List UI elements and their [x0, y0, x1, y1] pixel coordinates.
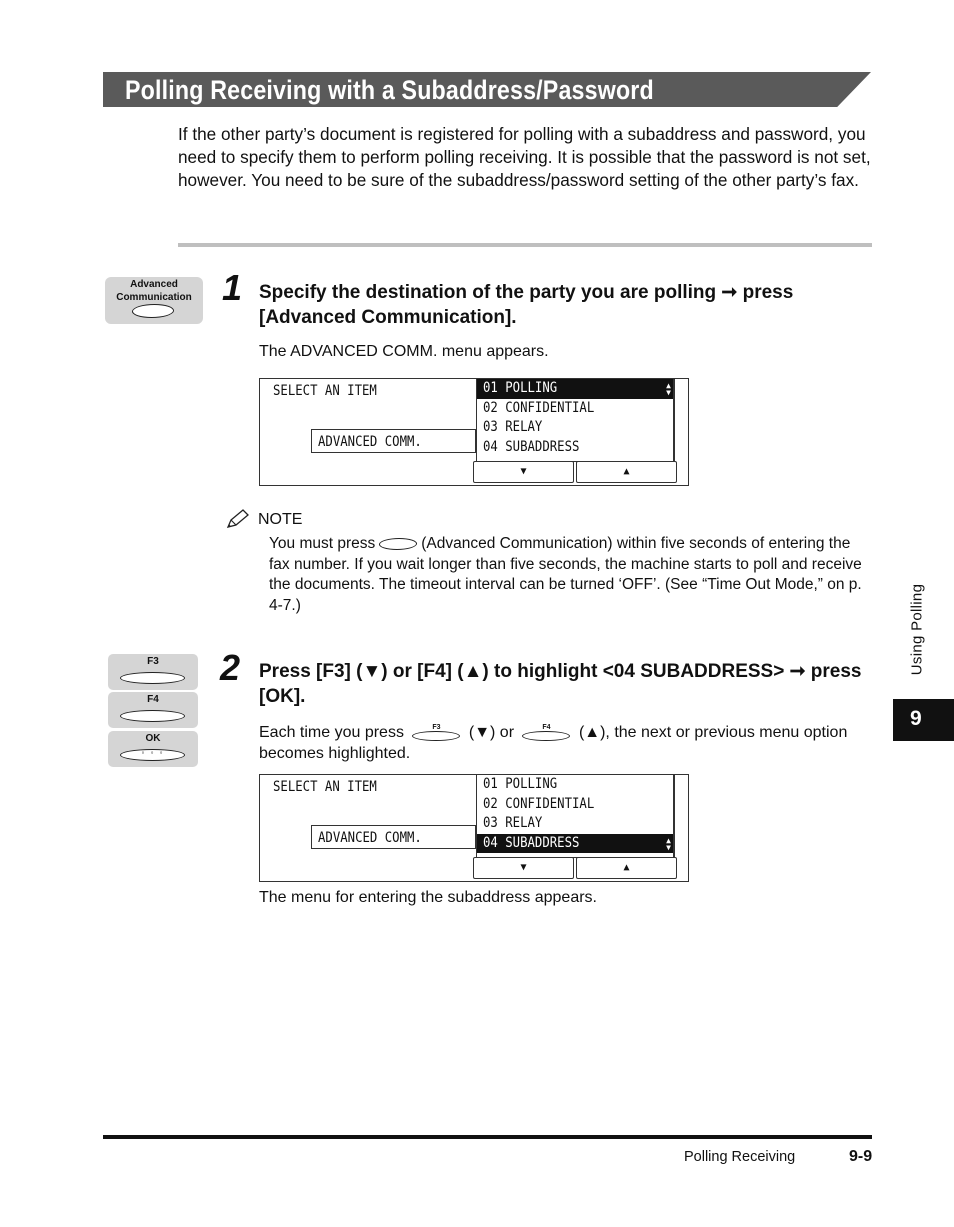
side-tab-label: Using Polling	[908, 583, 926, 676]
key-icon	[131, 304, 176, 318]
up-arrow-icon: ▲	[576, 461, 677, 483]
lcd-select-label: SELECT AN ITEM	[273, 779, 377, 795]
page-number: 9-9	[849, 1148, 873, 1165]
step-2-heading: Press [F3] (▼) or [F4] (▲) to highlight <04 SUBADDRESS> ➞ press [OK].	[259, 661, 862, 707]
advanced-communication-key-icon	[378, 538, 419, 550]
f4-key: F4	[108, 692, 198, 728]
list-item: 02 CONFIDENTIAL	[483, 795, 595, 812]
lcd-panel-1	[259, 378, 689, 486]
step-number-2: 2	[220, 647, 241, 688]
ok-key: OK ◦ ◦ ◦	[108, 731, 198, 767]
lcd-menu-label: ADVANCED COMM.	[311, 825, 476, 849]
lcd-panel-2	[259, 774, 689, 882]
chapter-tab: 9	[893, 699, 954, 741]
scroll-arrows-icon: ▲ ▼	[666, 381, 671, 397]
step-number-1: 1	[222, 267, 243, 308]
footer-rule	[103, 1135, 872, 1139]
step-1-heading: Specify the destination of the party you are polling ➞ press [Advanced Communication].	[259, 282, 794, 328]
f3-key-icon: F3	[412, 724, 460, 741]
step-1-text: The ADVANCED COMM. menu appears.	[259, 343, 549, 360]
note-text: You must press (Advanced Communication) within five seconds of entering the fax number. If you wait longer than five seconds, the machine starts to poll and receive the documents. The timeout interval can be turned ‘OFF’. (See “Time Out Mode,” on p. 4-7.)	[269, 535, 862, 614]
key-icon	[120, 672, 185, 684]
step-2-result: The menu for entering the subaddress appears.	[259, 889, 597, 906]
scroll-arrows-icon: ▲ ▼	[666, 835, 671, 852]
lcd-menu-list	[476, 775, 675, 858]
page-title: Polling Receiving with a Subaddress/Password	[125, 75, 654, 105]
lcd-menu-list	[476, 379, 675, 462]
down-arrow-icon: ▼	[473, 857, 574, 879]
advanced-communication-key	[105, 277, 203, 324]
list-item: 02 CONFIDENTIAL	[483, 399, 595, 416]
list-item: 01 POLLING	[483, 776, 558, 792]
key-label: Advanced	[130, 279, 178, 290]
key-label: Communication	[116, 292, 192, 303]
lcd-select-label: SELECT AN ITEM	[273, 383, 377, 399]
f3-key: F3	[108, 654, 198, 690]
step-2-text: Each time you press F3 (▼) or F4 (▲), the next or previous menu option becomes highlighted.	[259, 724, 848, 762]
list-item: 03 RELAY	[483, 815, 543, 831]
list-item: 04 SUBADDRESS ▲ ▼	[477, 834, 673, 854]
lcd-menu-label: ADVANCED COMM.	[311, 429, 476, 453]
f4-key-icon: F4	[522, 724, 570, 741]
list-item: 01 POLLING ▲ ▼	[477, 379, 673, 399]
divider	[178, 243, 872, 247]
down-arrow-icon: ▼	[473, 461, 574, 483]
up-arrow-icon: ▲	[576, 857, 677, 879]
intro-paragraph: If the other party’s document is registered for polling with a subaddress and password, you need to specify them to perform polling receiving. It is possible that the password is not set, however. You need to be sure of the subaddress/password setting of the other party’s fax.	[178, 124, 871, 190]
note-label: NOTE	[258, 511, 303, 528]
list-item: 04 SUBADDRESS	[483, 438, 580, 455]
footer-section: Polling Receiving	[684, 1149, 796, 1165]
key-icon	[120, 710, 185, 722]
list-item: 03 RELAY	[483, 419, 543, 435]
pencil-icon	[225, 508, 251, 535]
